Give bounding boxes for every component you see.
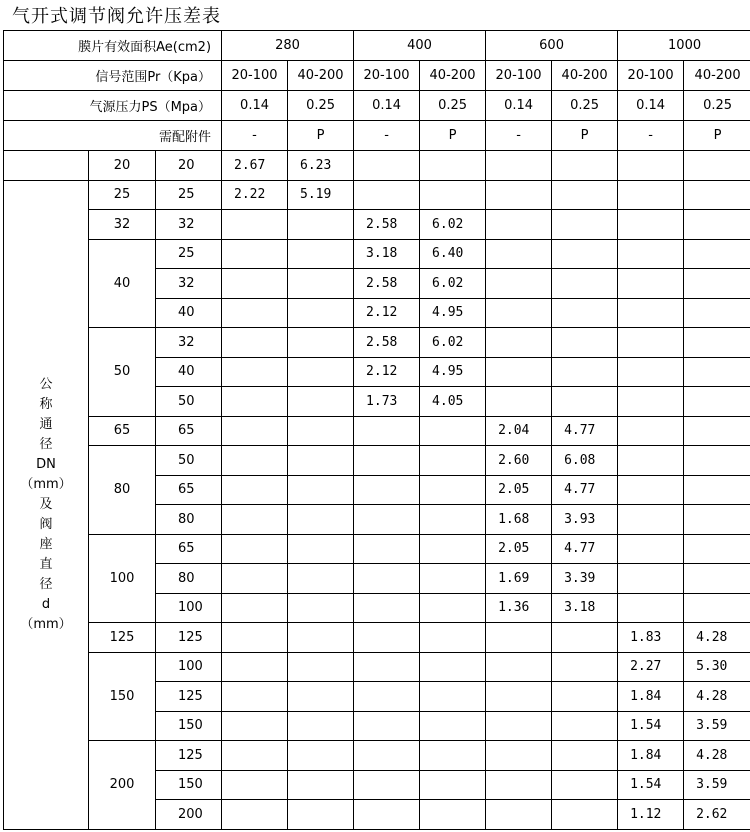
signal-cell: 20-100 <box>354 61 420 91</box>
pressure-value-cell <box>354 446 420 476</box>
pressure-value-cell <box>552 357 618 387</box>
pressure-value-cell <box>288 682 354 712</box>
table-row <box>4 210 750 240</box>
pressure-value-cell <box>420 800 486 830</box>
supply-cell: 0.14 <box>222 91 288 121</box>
pressure-value-cell <box>288 800 354 830</box>
pressure-value-cell <box>222 682 288 712</box>
pressure-value-cell <box>222 269 288 299</box>
table-row <box>4 239 750 269</box>
accessory-cell: - <box>486 121 552 151</box>
pressure-value-cell: 2.05 <box>486 475 552 505</box>
pressure-value-cell: 2.04 <box>486 416 552 446</box>
side-label-char: 公 <box>39 376 53 392</box>
pressure-value-cell: 1.68 <box>486 505 552 535</box>
dn-cell: 150 <box>89 652 156 741</box>
pressure-value-cell: 1.54 <box>618 770 684 800</box>
pressure-value-cell <box>420 151 486 181</box>
side-label-char: 及 <box>39 496 53 512</box>
area-600: 600 <box>486 31 618 61</box>
pressure-value-cell <box>684 210 750 240</box>
pressure-value-cell <box>420 416 486 446</box>
pressure-value-cell <box>354 564 420 594</box>
accessory-cell: P <box>420 121 486 151</box>
pressure-value-cell <box>420 475 486 505</box>
pressure-value-cell <box>354 475 420 505</box>
pressure-value-cell <box>420 505 486 535</box>
pressure-value-cell <box>420 534 486 564</box>
signal-label: 信号范围Pr（Kpa） <box>4 61 222 91</box>
table-body <box>4 31 750 830</box>
pressure-value-cell <box>618 505 684 535</box>
seat-diameter-cell: 40 <box>156 357 222 387</box>
pressure-value-cell <box>222 505 288 535</box>
pressure-value-cell <box>222 328 288 358</box>
pressure-value-cell: 1.69 <box>486 564 552 594</box>
supply-cell: 0.25 <box>684 91 750 121</box>
pressure-value-cell <box>222 652 288 682</box>
supply-cell: 0.14 <box>354 91 420 121</box>
pressure-value-cell <box>354 505 420 535</box>
seat-diameter-cell: 65 <box>156 416 222 446</box>
seat-diameter-cell: 50 <box>156 387 222 417</box>
pressure-value-cell <box>552 328 618 358</box>
pressure-value-cell <box>684 180 750 210</box>
signal-cell: 40-200 <box>288 61 354 91</box>
seat-diameter-cell: 200 <box>156 800 222 830</box>
signal-cell: 20-100 <box>618 61 684 91</box>
dn-cell: 125 <box>89 623 156 653</box>
signal-cell: 40-200 <box>684 61 750 91</box>
pressure-value-cell <box>288 741 354 771</box>
table-row <box>4 446 750 476</box>
pressure-value-cell: 4.28 <box>684 623 750 653</box>
pressure-value-cell <box>552 652 618 682</box>
pressure-value-cell <box>552 239 618 269</box>
signal-cell: 20-100 <box>222 61 288 91</box>
pressure-value-cell <box>222 416 288 446</box>
supply-cell: 0.25 <box>288 91 354 121</box>
pressure-value-cell <box>684 328 750 358</box>
dn-cell: 200 <box>89 741 156 830</box>
pressure-value-cell <box>288 770 354 800</box>
accessory-cell: P <box>684 121 750 151</box>
pressure-value-cell <box>486 328 552 358</box>
pressure-value-cell <box>618 210 684 240</box>
pressure-value-cell <box>486 711 552 741</box>
pressure-value-cell <box>618 269 684 299</box>
pressure-value-cell: 3.93 <box>552 505 618 535</box>
pressure-value-cell <box>552 711 618 741</box>
side-label <box>4 180 89 829</box>
pressure-value-cell: 3.18 <box>552 593 618 623</box>
pressure-value-cell <box>288 387 354 417</box>
pressure-value-cell <box>552 269 618 299</box>
pressure-value-cell <box>222 564 288 594</box>
pressure-value-cell <box>222 593 288 623</box>
pressure-value-cell <box>486 741 552 771</box>
pressure-value-cell: 2.05 <box>486 534 552 564</box>
pressure-value-cell <box>486 180 552 210</box>
pressure-differential-table <box>3 30 750 830</box>
pressure-value-cell <box>222 711 288 741</box>
pressure-value-cell: 2.27 <box>618 652 684 682</box>
pressure-value-cell: 4.28 <box>684 682 750 712</box>
pressure-value-cell: 1.84 <box>618 741 684 771</box>
pressure-value-cell <box>618 446 684 476</box>
pressure-value-cell: 3.59 <box>684 711 750 741</box>
pressure-value-cell <box>486 623 552 653</box>
pressure-value-cell <box>486 210 552 240</box>
pressure-value-cell <box>420 652 486 682</box>
accessory-cell: P <box>288 121 354 151</box>
accessory-label: 需配附件 <box>4 121 222 151</box>
pressure-value-cell <box>222 741 288 771</box>
table-row <box>4 534 750 564</box>
pressure-value-cell <box>288 298 354 328</box>
pressure-value-cell <box>288 210 354 240</box>
pressure-value-cell <box>354 151 420 181</box>
pressure-value-cell <box>354 534 420 564</box>
seat-diameter-cell: 65 <box>156 475 222 505</box>
pressure-value-cell: 5.19 <box>288 180 354 210</box>
pressure-value-cell: 2.22 <box>222 180 288 210</box>
pressure-value-cell <box>222 446 288 476</box>
pressure-value-cell: 1.73 <box>354 387 420 417</box>
pressure-value-cell <box>354 741 420 771</box>
pressure-value-cell <box>222 387 288 417</box>
pressure-value-cell <box>288 623 354 653</box>
pressure-value-cell <box>618 151 684 181</box>
pressure-value-cell <box>684 151 750 181</box>
pressure-value-cell: 4.28 <box>684 741 750 771</box>
pressure-value-cell <box>288 652 354 682</box>
pressure-value-cell <box>288 357 354 387</box>
pressure-value-cell <box>222 534 288 564</box>
table-row <box>4 623 750 653</box>
pressure-value-cell: 1.54 <box>618 711 684 741</box>
pressure-value-cell: 2.58 <box>354 210 420 240</box>
pressure-value-cell <box>222 239 288 269</box>
side-label-char: 通 <box>39 416 53 432</box>
pressure-value-cell <box>354 711 420 741</box>
pressure-value-cell <box>486 682 552 712</box>
pressure-value-cell <box>222 770 288 800</box>
pressure-value-cell: 2.12 <box>354 298 420 328</box>
pressure-value-cell <box>618 298 684 328</box>
dn-cell: 65 <box>89 416 156 446</box>
pressure-value-cell: 2.62 <box>684 800 750 830</box>
pressure-value-cell: 4.95 <box>420 357 486 387</box>
signal-cell: 40-200 <box>552 61 618 91</box>
side-label-char: 径 <box>39 436 53 452</box>
pressure-value-cell <box>684 564 750 594</box>
pressure-value-cell: 6.02 <box>420 328 486 358</box>
dn-cell: 40 <box>89 239 156 328</box>
pressure-value-cell <box>354 652 420 682</box>
pressure-value-cell <box>486 151 552 181</box>
pressure-value-cell <box>288 564 354 594</box>
pressure-value-cell: 6.08 <box>552 446 618 476</box>
pressure-value-cell: 1.83 <box>618 623 684 653</box>
seat-diameter-cell: 25 <box>156 180 222 210</box>
pressure-value-cell <box>420 711 486 741</box>
pressure-value-cell <box>420 564 486 594</box>
signal-cell: 40-200 <box>420 61 486 91</box>
pressure-value-cell <box>420 741 486 771</box>
pressure-value-cell <box>222 800 288 830</box>
pressure-value-cell <box>486 800 552 830</box>
area-400: 400 <box>354 31 486 61</box>
pressure-value-cell <box>552 387 618 417</box>
pressure-value-cell <box>486 770 552 800</box>
area-280: 280 <box>222 31 354 61</box>
pressure-value-cell <box>420 180 486 210</box>
pressure-value-cell <box>618 534 684 564</box>
seat-diameter-cell: 150 <box>156 711 222 741</box>
area-label: 膜片有效面积Ae(cm2) <box>4 31 222 61</box>
accessory-cell: P <box>552 121 618 151</box>
supply-cell: 0.14 <box>618 91 684 121</box>
seat-diameter-cell: 25 <box>156 239 222 269</box>
pressure-value-cell: 2.60 <box>486 446 552 476</box>
pressure-value-cell <box>354 800 420 830</box>
seat-diameter-cell: 32 <box>156 269 222 299</box>
dn-cell: 100 <box>89 534 156 623</box>
side-label-char: （mm） <box>20 616 72 632</box>
pressure-value-cell: 6.23 <box>288 151 354 181</box>
pressure-value-cell: 1.36 <box>486 593 552 623</box>
pressure-value-cell: 3.39 <box>552 564 618 594</box>
seat-diameter-cell: 100 <box>156 652 222 682</box>
supply-cell: 0.14 <box>486 91 552 121</box>
pressure-value-cell <box>684 416 750 446</box>
pressure-value-cell <box>552 682 618 712</box>
seat-diameter-cell: 125 <box>156 741 222 771</box>
pressure-value-cell <box>552 298 618 328</box>
pressure-value-cell <box>288 416 354 446</box>
supply-label: 气源压力PS（Mpa） <box>4 91 222 121</box>
pressure-value-cell <box>288 534 354 564</box>
accessory-cell: - <box>618 121 684 151</box>
pressure-value-cell <box>618 387 684 417</box>
side-label-char: DN <box>36 456 56 472</box>
table-row <box>4 180 750 210</box>
pressure-value-cell <box>420 593 486 623</box>
supply-cell: 0.25 <box>552 91 618 121</box>
pressure-value-cell: 4.77 <box>552 416 618 446</box>
seat-diameter-cell: 32 <box>156 210 222 240</box>
pressure-value-cell <box>288 446 354 476</box>
header-row-accessory <box>4 121 750 151</box>
seat-diameter-cell: 125 <box>156 682 222 712</box>
pressure-value-cell <box>486 298 552 328</box>
dn-cell: 25 <box>89 180 156 210</box>
table-row <box>4 741 750 771</box>
pressure-value-cell <box>684 446 750 476</box>
pressure-value-cell <box>684 475 750 505</box>
pressure-value-cell <box>618 357 684 387</box>
header-row-signal <box>4 61 750 91</box>
pressure-value-cell <box>288 328 354 358</box>
seat-diameter-cell: 32 <box>156 328 222 358</box>
seat-diameter-cell: 100 <box>156 593 222 623</box>
accessory-cell: - <box>222 121 288 151</box>
side-label-char: 称 <box>39 396 53 412</box>
pressure-value-cell <box>684 298 750 328</box>
pressure-value-cell <box>420 623 486 653</box>
pressure-value-cell <box>354 416 420 446</box>
side-label-char: d <box>41 596 51 612</box>
pressure-value-cell <box>288 269 354 299</box>
pressure-value-cell <box>618 328 684 358</box>
pressure-value-cell: 2.67 <box>222 151 288 181</box>
table-row <box>4 652 750 682</box>
pressure-value-cell <box>552 770 618 800</box>
seat-diameter-cell: 150 <box>156 770 222 800</box>
pressure-value-cell <box>354 593 420 623</box>
pressure-value-cell: 1.84 <box>618 682 684 712</box>
pressure-value-cell: 2.58 <box>354 328 420 358</box>
page-title: 气开式调节阀允许压差表 <box>12 6 221 27</box>
pressure-value-cell: 5.30 <box>684 652 750 682</box>
signal-cell: 20-100 <box>486 61 552 91</box>
pressure-value-cell <box>618 475 684 505</box>
pressure-value-cell: 4.95 <box>420 298 486 328</box>
pressure-value-cell <box>354 180 420 210</box>
pressure-value-cell <box>552 741 618 771</box>
pressure-value-cell <box>552 800 618 830</box>
pressure-value-cell <box>288 505 354 535</box>
pressure-value-cell: 6.02 <box>420 269 486 299</box>
pressure-value-cell: 6.40 <box>420 239 486 269</box>
pressure-value-cell: 6.02 <box>420 210 486 240</box>
side-label-char: （mm） <box>20 476 72 492</box>
pressure-value-cell <box>222 298 288 328</box>
pressure-value-cell <box>552 151 618 181</box>
table-row <box>4 328 750 358</box>
pressure-value-cell <box>222 357 288 387</box>
pressure-value-cell <box>486 387 552 417</box>
pressure-value-cell <box>288 593 354 623</box>
dn-cell: 20 <box>89 151 156 181</box>
side-label-char: 阀 <box>39 516 53 532</box>
pressure-value-cell <box>420 770 486 800</box>
pressure-value-cell <box>486 652 552 682</box>
side-label-char: 座 <box>39 536 53 552</box>
supply-cell: 0.25 <box>420 91 486 121</box>
pressure-value-cell <box>618 416 684 446</box>
pressure-value-cell <box>684 239 750 269</box>
pressure-value-cell <box>354 623 420 653</box>
pressure-value-cell <box>684 357 750 387</box>
pressure-value-cell <box>222 475 288 505</box>
pressure-value-cell <box>486 357 552 387</box>
dn-cell: 32 <box>89 210 156 240</box>
pressure-value-cell: 1.12 <box>618 800 684 830</box>
dn-cell: 80 <box>89 446 156 535</box>
pressure-value-cell <box>684 593 750 623</box>
pressure-value-cell: 4.05 <box>420 387 486 417</box>
pressure-value-cell <box>420 446 486 476</box>
table-row <box>4 416 750 446</box>
seat-diameter-cell: 80 <box>156 505 222 535</box>
side-label-char: 直 <box>39 556 53 572</box>
pressure-value-cell: 2.12 <box>354 357 420 387</box>
pressure-value-cell: 3.18 <box>354 239 420 269</box>
side-label-char: 径 <box>39 576 53 592</box>
seat-diameter-cell: 65 <box>156 534 222 564</box>
pressure-value-cell <box>288 711 354 741</box>
pressure-value-cell <box>618 564 684 594</box>
pressure-value-cell <box>552 623 618 653</box>
pressure-value-cell <box>486 239 552 269</box>
pressure-value-cell <box>618 239 684 269</box>
seat-diameter-cell: 20 <box>156 151 222 181</box>
pressure-value-cell <box>684 534 750 564</box>
pressure-value-cell <box>552 210 618 240</box>
pressure-value-cell <box>420 682 486 712</box>
pressure-value-cell <box>684 269 750 299</box>
seat-diameter-cell: 80 <box>156 564 222 594</box>
pressure-value-cell: 2.58 <box>354 269 420 299</box>
seat-diameter-cell: 125 <box>156 623 222 653</box>
pressure-value-cell <box>684 387 750 417</box>
accessory-cell: - <box>354 121 420 151</box>
seat-diameter-cell: 40 <box>156 298 222 328</box>
area-1000: 1000 <box>618 31 750 61</box>
dn-cell: 50 <box>89 328 156 417</box>
header-row-area <box>4 31 750 61</box>
pressure-value-cell <box>486 269 552 299</box>
pressure-value-cell <box>354 682 420 712</box>
pressure-value-cell: 4.77 <box>552 534 618 564</box>
pressure-value-cell: 4.77 <box>552 475 618 505</box>
seat-diameter-cell: 50 <box>156 446 222 476</box>
header-row-supply <box>4 91 750 121</box>
pressure-value-cell: 3.59 <box>684 770 750 800</box>
table-row <box>4 151 750 181</box>
pressure-value-cell <box>684 505 750 535</box>
blank-cell <box>4 151 89 181</box>
pressure-value-cell <box>618 180 684 210</box>
pressure-value-cell <box>552 180 618 210</box>
pressure-value-cell <box>222 623 288 653</box>
pressure-value-cell <box>222 210 288 240</box>
pressure-value-cell <box>288 475 354 505</box>
pressure-value-cell <box>618 593 684 623</box>
pressure-value-cell <box>288 239 354 269</box>
pressure-value-cell <box>354 770 420 800</box>
